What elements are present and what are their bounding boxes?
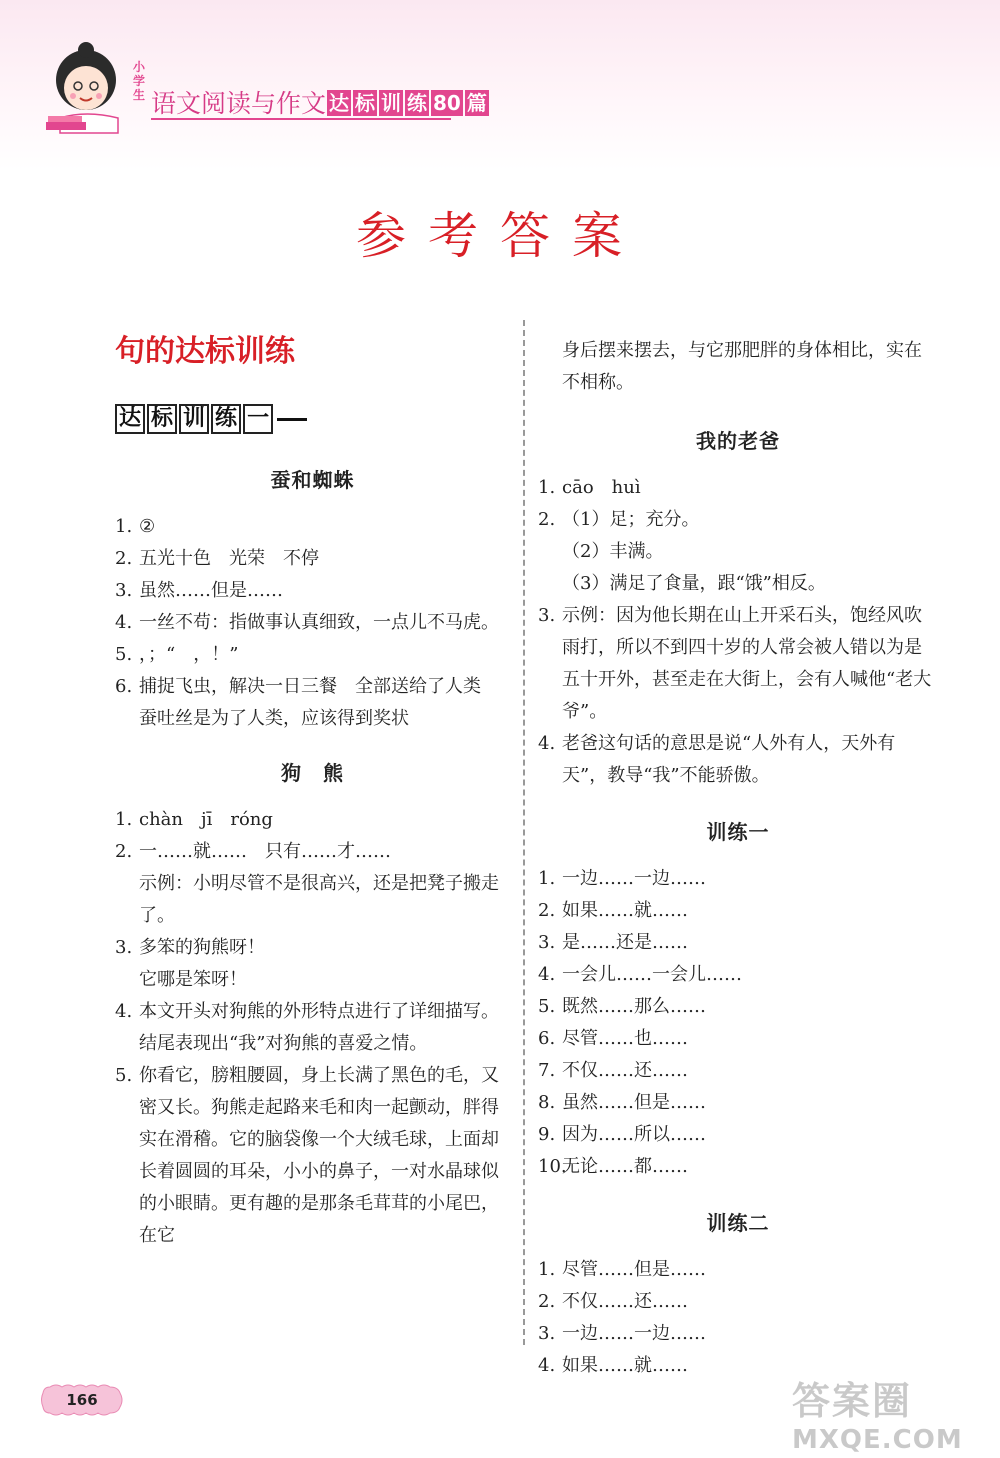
item-text: 既然……那么…… — [562, 996, 706, 1017]
item-text: 一边……一边…… — [562, 868, 706, 889]
item-number: 3. — [538, 605, 556, 626]
series-box: 达 — [329, 91, 350, 115]
item-number: 3. — [538, 932, 556, 953]
item-text: 一会儿……一会儿…… — [562, 964, 742, 985]
list-item — [115, 804, 510, 836]
item-text: 老爸这句话的意思是说“人外有人，天外有天”，教导“我”不能骄傲。 — [562, 733, 896, 786]
series-box: 篇 — [466, 91, 487, 115]
list-item — [115, 511, 510, 543]
list-item — [538, 1286, 938, 1318]
list-item — [115, 543, 510, 575]
watermark-logo: 答案圈 — [792, 1379, 913, 1423]
answer-list — [538, 1254, 938, 1382]
series-box: 训 — [381, 91, 402, 115]
list-item — [538, 1087, 938, 1119]
item-text: （1）足；充分。 — [562, 509, 700, 530]
list-item — [538, 991, 938, 1023]
item-text: 因为……所以…… — [562, 1124, 706, 1145]
item-number: 5. — [115, 644, 133, 665]
list-item — [538, 1055, 938, 1087]
series-underline — [151, 118, 451, 120]
list-item — [538, 1254, 938, 1286]
continued-answer: 身后摆来摆去，与它那肥胖的身体相比，实在不相称。 — [562, 340, 922, 393]
item-text: 一边……一边…… — [562, 1323, 706, 1344]
badge-line — [277, 418, 307, 421]
item-text: 尽管……也…… — [562, 1028, 688, 1049]
item-number: 7. — [538, 1060, 556, 1081]
page-title: 参考答案 — [356, 207, 644, 265]
item-number: 1. — [538, 477, 556, 498]
item-number: 4. — [115, 612, 133, 633]
watermark-url: MXQE.COM — [792, 1425, 963, 1455]
list-item — [538, 1151, 938, 1183]
item-text: （3）满足了食量，跟“饿”相反。 — [562, 573, 826, 594]
item-text: 它哪是笨呀！ — [139, 969, 247, 990]
item-number: 1. — [538, 1259, 556, 1280]
item-number: 3. — [538, 1323, 556, 1344]
series-box: 标 — [355, 91, 376, 115]
item-text: 无论……都…… — [562, 1156, 688, 1177]
list-item — [538, 1119, 938, 1151]
list-item — [115, 868, 510, 932]
page-number-badge — [40, 1383, 124, 1417]
item-text: 一……就…… 只有……才…… — [139, 841, 391, 862]
subsection-title: 训练二 — [706, 1211, 770, 1235]
section-title: 句的达标训练 — [115, 334, 295, 369]
item-number: 1. — [115, 516, 133, 537]
subsection-title: 我的老爸 — [696, 429, 780, 453]
item-text: cāo huì — [562, 477, 641, 498]
item-text: 捕捉飞虫，解决一日三餐 全部送给了人类 蚕吐丝是为了人类，应该得到奖状 — [139, 676, 499, 729]
list-item — [115, 964, 510, 996]
item-number: 2. — [538, 900, 556, 921]
left-column — [115, 318, 510, 1252]
list-item — [115, 575, 510, 607]
item-text: 多笨的狗熊呀！ — [139, 937, 265, 958]
item-number: 8. — [538, 1092, 556, 1113]
item-number: 4. — [115, 1001, 133, 1022]
series-box: 练 — [407, 91, 428, 115]
list-item — [538, 895, 938, 927]
item-number: 2. — [115, 548, 133, 569]
item-number: 3. — [115, 580, 133, 601]
item-text: chàn jī róng — [139, 809, 273, 830]
column-divider — [523, 320, 525, 1345]
item-number: 2. — [538, 1291, 556, 1312]
item-text: 不仅……还…… — [562, 1060, 688, 1081]
series-title — [133, 60, 533, 120]
answer-list — [538, 863, 938, 1183]
subsection-title: 狗 熊 — [281, 761, 344, 785]
item-text: 虽然……但是…… — [139, 580, 283, 601]
item-number: 1. — [115, 809, 133, 830]
answer-list — [115, 804, 510, 1252]
answer-list — [115, 511, 510, 735]
item-text: 本文开头对狗熊的外形特点进行了详细描写。结尾表现出“我”对狗熊的喜爱之情。 — [139, 1001, 499, 1054]
list-item — [538, 504, 938, 536]
page-number: 166 — [66, 1391, 98, 1409]
badge-char: 一 — [243, 404, 273, 434]
girl-mascot-icon — [38, 38, 148, 138]
item-number: 4. — [538, 1355, 556, 1376]
list-item — [538, 863, 938, 895]
list-item — [538, 600, 938, 728]
item-text: ② — [139, 516, 156, 537]
subsection-title: 蚕和蜘蛛 — [270, 468, 355, 492]
answer-list — [538, 472, 938, 792]
training-badge — [115, 404, 307, 434]
item-text: 尽管……但是…… — [562, 1259, 706, 1280]
item-number: 9. — [538, 1124, 556, 1145]
series-main-text: 语文阅读与作文 — [151, 89, 327, 118]
item-number: 6. — [115, 676, 133, 697]
badge-char: 练 — [211, 404, 241, 434]
list-item — [538, 1318, 938, 1350]
item-text: （2）丰满。 — [562, 541, 664, 562]
list-item — [115, 639, 510, 671]
item-text: 示例：因为他长期在山上开采石头，饱经风吹雨打，所以不到四十岁的人常会被人错以为是五十开外，甚至走在大街上，会有人喊他“老大爷”。 — [562, 605, 932, 722]
item-number: 3. — [115, 937, 133, 958]
item-number: 4. — [538, 964, 556, 985]
badge-char: 标 — [147, 404, 177, 434]
list-item — [115, 607, 510, 639]
item-number: 1. — [538, 868, 556, 889]
page-header — [0, 0, 1000, 170]
list-item — [538, 568, 938, 600]
item-text: 是……还是…… — [562, 932, 688, 953]
item-text: 一丝不苟：指做事认真细致，一点儿不马虎。 — [139, 612, 499, 633]
list-item — [115, 932, 510, 964]
item-number: 5. — [115, 1065, 133, 1086]
item-number: 4. — [538, 733, 556, 754]
subsection-title: 训练一 — [706, 820, 770, 844]
item-number: 5. — [538, 996, 556, 1017]
item-number: 2. — [115, 841, 133, 862]
item-number: 6. — [538, 1028, 556, 1049]
item-text: 如果……就…… — [562, 900, 688, 921]
series-main-label — [151, 84, 490, 120]
series-small-label: 小学生 — [133, 60, 146, 102]
list-item — [538, 536, 938, 568]
item-text: 示例：小明尽管不是很高兴，还是把凳子搬走了。 — [139, 873, 499, 926]
list-item — [115, 1060, 510, 1252]
series-box: 80 — [433, 91, 461, 115]
item-number: 10. — [538, 1156, 567, 1177]
watermark — [792, 1370, 982, 1455]
item-text: 不仅……还…… — [562, 1291, 688, 1312]
list-item — [538, 927, 938, 959]
badge-char: 训 — [179, 404, 209, 434]
list-item — [115, 836, 510, 868]
list-item — [115, 996, 510, 1060]
list-item — [538, 1023, 938, 1055]
item-text: 五光十色 光荣 不停 — [139, 548, 319, 569]
list-item — [538, 959, 938, 991]
right-column — [538, 335, 938, 1382]
item-text: 你看它，膀粗腰圆，身上长满了黑色的毛，又密又长。狗熊走起路来毛和肉一起颤动，胖得实在滑稽。它的脑袋像一个大绒毛球，上面却长着圆圆的耳朵，小小的鼻子，一对水晶球似的小眼睛。更有趣的是那条毛茸茸的小尾巴，在它 — [139, 1065, 499, 1246]
list-item — [538, 728, 938, 792]
item-text: ，；“ ，！” — [139, 644, 239, 665]
list-item — [538, 472, 938, 504]
item-text: 如果……就…… — [562, 1355, 688, 1376]
badge-char: 达 — [115, 404, 145, 434]
item-number: 2. — [538, 509, 556, 530]
list-item — [115, 671, 510, 735]
item-text: 虽然……但是…… — [562, 1092, 706, 1113]
